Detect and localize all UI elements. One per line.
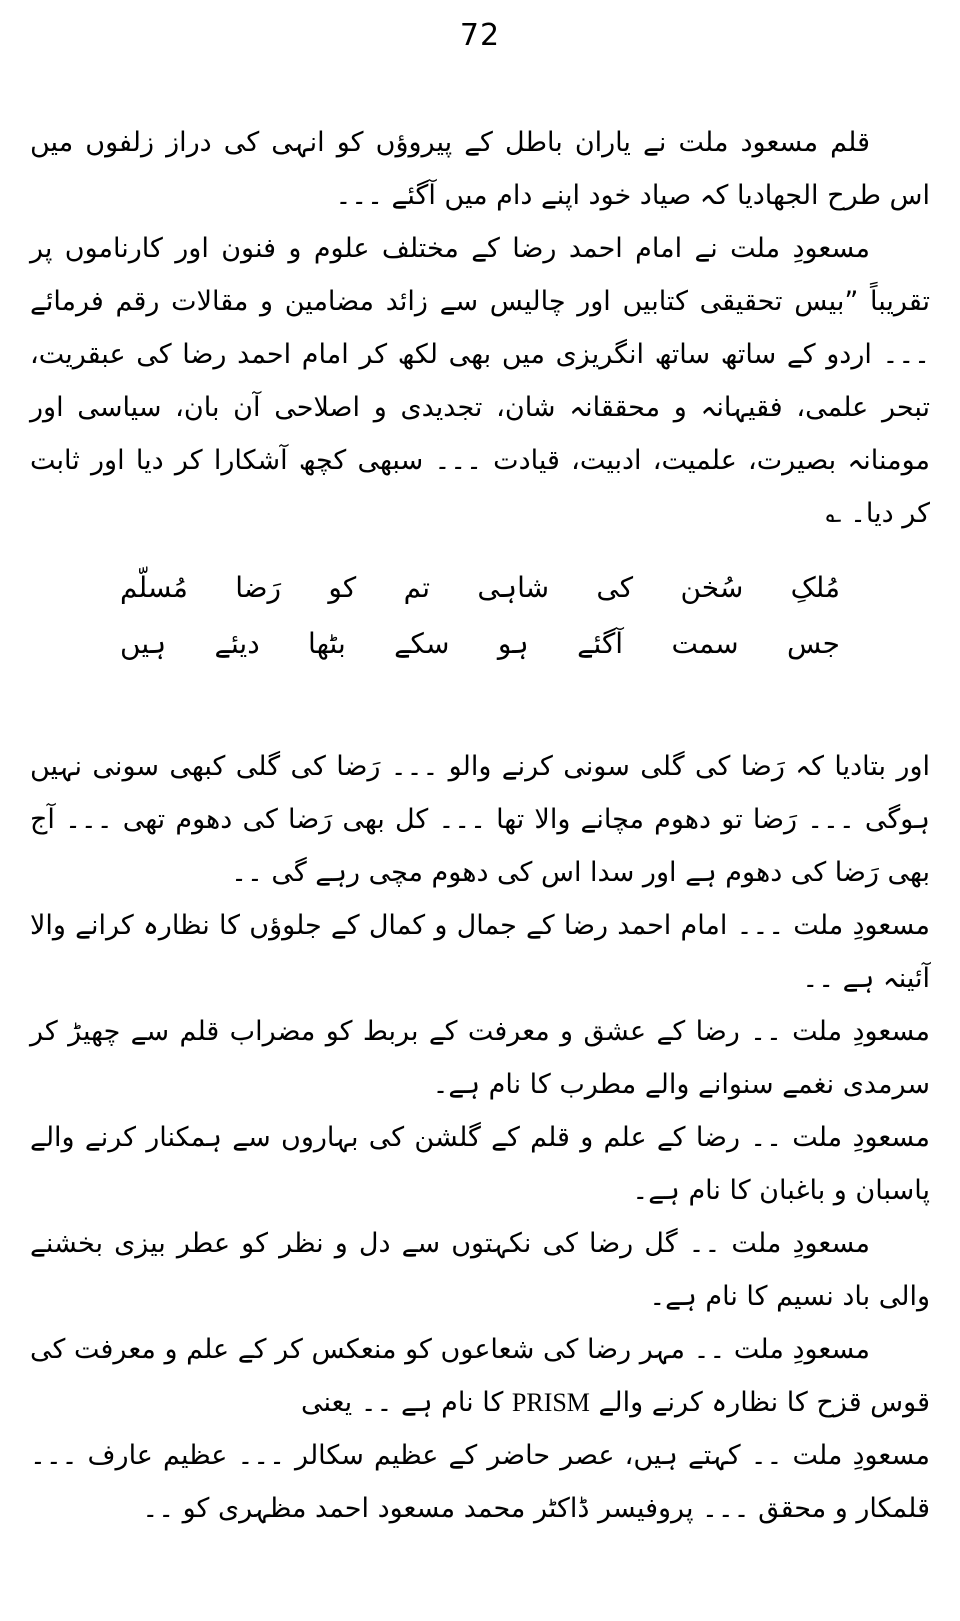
paragraph-musician: مسعودِ ملت ۔۔ رضا کے عشق و معرفت کے بربط کو مضراب قلم سے چھیڑ کر سرمدی نغمے سنوانے والے مطرب کا نام ہے۔ (30, 1016, 930, 1100)
couplet-line-1: مُلکِ سُخن کی شاہی تم کو رَضا مُسلّم (120, 571, 840, 604)
paragraph-books-and-articles: مسعودِ ملت نے امام احمد رضا کے مختلف علوم و فنون اور کارناموں پر تقریباً ”بیس تحقیقی کتابیں اور چالیس سے زائد مضامین و مقالات رقم فرمائے ۔۔۔ اردو کے ساتھ ساتھ انگریزی میں بھی لکھ کر امام احمد رضا کی عبقریت، تبحر علمی، فقیہانہ و محققانہ شان، تجدیدی و اصلاحی آن بان، سیاسی اور مومنانہ بصیرت، علمیت، ادبیت، قیادت ۔۔۔ سبھی کچھ آشکارا کر دیا اور ثابت کر دیا۔ ؎ (30, 233, 930, 529)
paragraph-professor: مسعودِ ملت ۔۔ کہتے ہیں، عصر حاضر کے عظیم سکالر ۔۔۔ عظیم عارف ۔۔۔ قلمکار و محقق ۔۔۔ پروفیسر ڈاکٹر محمد مسعود احمد مظہری کو ۔۔ (30, 1440, 930, 1524)
paragraph-raza-street: اور بتادیا کہ رَضا کی گلی سونی کرنے والو ۔۔۔ رَضا کی گلی کبھی سونی نہیں ہوگی ۔۔۔ رَضا تو دھوم مچانے والا تھا ۔۔۔ کل بھی رَضا کی دھوم تھی ۔۔۔ آج بھی رَضا کی دھوم ہے اور سدا اس کی دھوم مچی رہے گی ۔۔ (30, 751, 930, 888)
poetry-couplet (120, 560, 840, 672)
page-number: 72 (459, 18, 501, 53)
prism-text-end: کا نام ہے ۔۔ یعنی (300, 1387, 504, 1418)
paragraph-qalam-masood: قلم مسعود ملت نے یاران باطل کے پیروؤں کو انہی کی دراز زلفوں میں اس طرح الجھادیا کہ صیاد خود اپنے دام میں آگئے ۔۔۔ (30, 127, 930, 211)
prism-english-word: PRISM (511, 1388, 590, 1417)
main-text-block (30, 740, 930, 1535)
paragraph-mirror: مسعودِ ملت ۔۔۔ امام احمد رضا کے جمال و کمال کے جلوؤں کا نظارہ کرانے والا آئینہ ہے ۔۔ (30, 910, 930, 994)
prism-text-start: مسعودِ ملت ۔۔ مہر رضا کی شعاعوں کو منعکس کر کے علم و معرفت کی قوس قزح کا نظارہ کرنے والے (30, 1334, 930, 1418)
intro-text-block (30, 116, 930, 540)
paragraph-breeze: مسعودِ ملت ۔۔ گل رضا کی نکہتوں سے دل و نظر کو عطر بیزی بخشنے والی باد نسیم کا نام ہے۔ (30, 1228, 930, 1312)
paragraph-gardener: مسعودِ ملت ۔۔ رضا کے علم و قلم کے گلشن کی بہاروں سے ہمکنار کرنے والے پاسبان و باغبان کا نام ہے۔ (30, 1122, 930, 1206)
couplet-line-2: جس سمت آگئے ہو سکے بٹھا دیئے ہیں (120, 627, 840, 660)
paragraph-prism (30, 1323, 930, 1429)
